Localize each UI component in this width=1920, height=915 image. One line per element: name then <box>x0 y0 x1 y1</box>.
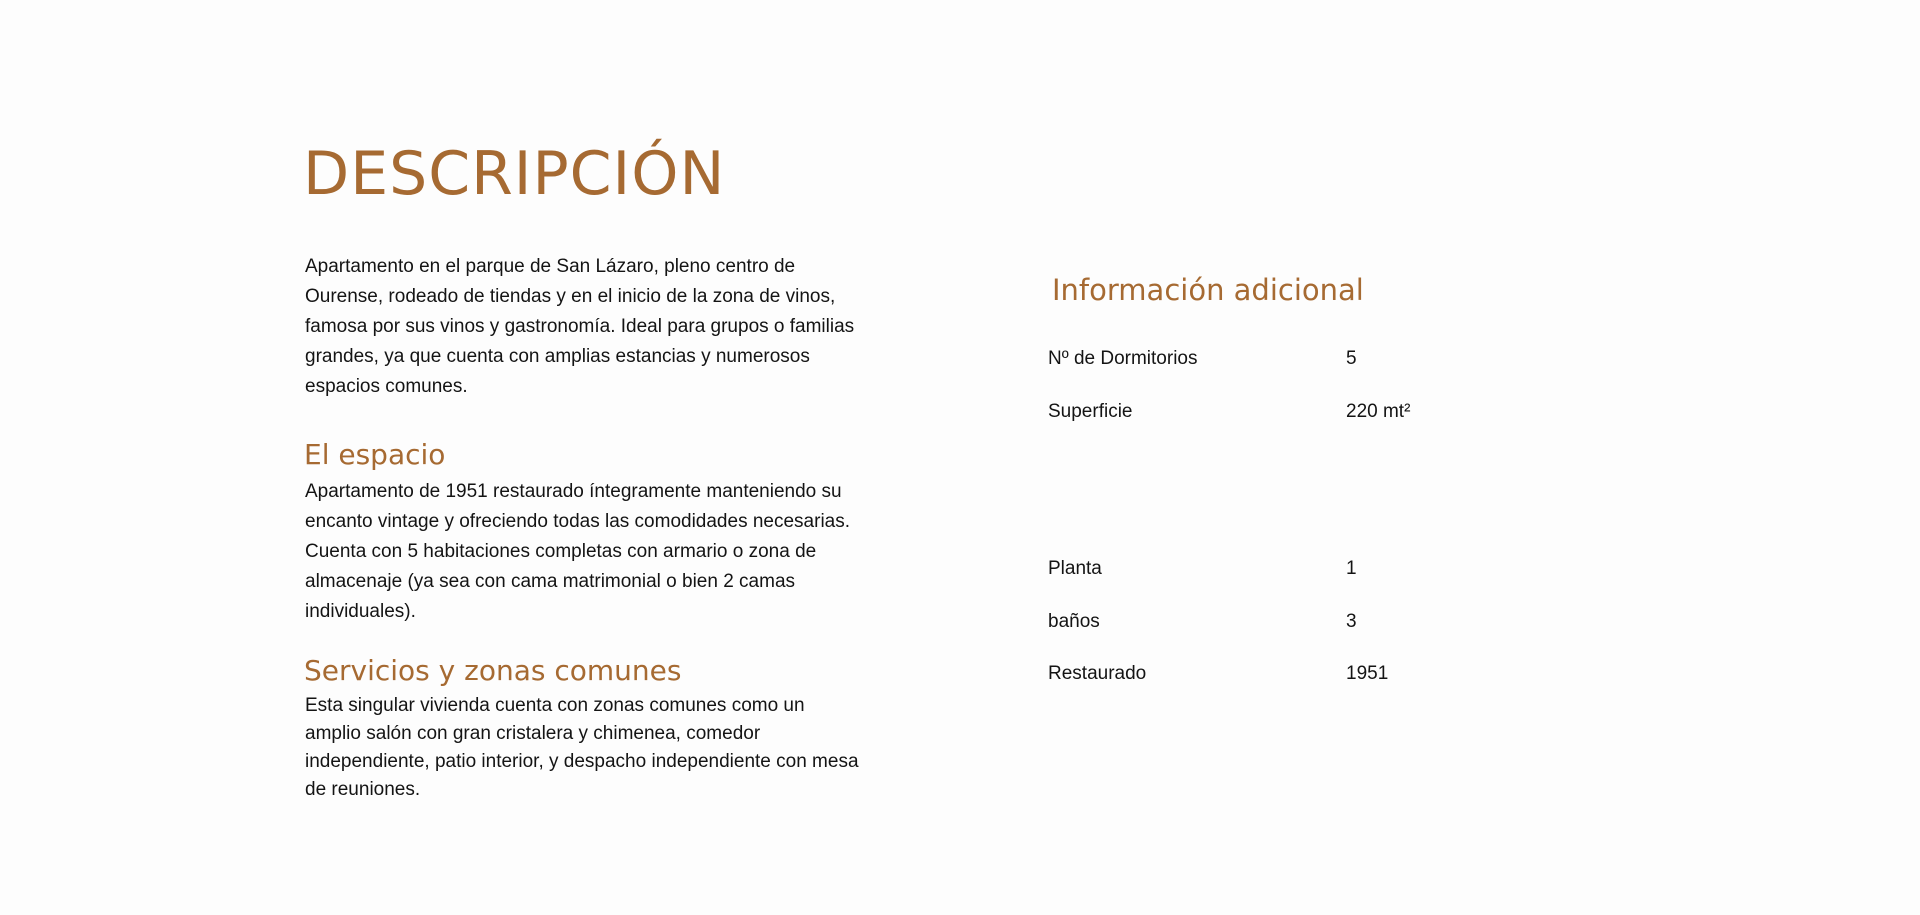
space-section-title: El espacio <box>304 438 446 471</box>
info-label: Planta <box>1048 558 1102 579</box>
info-row-restored <box>1048 659 1448 689</box>
additional-info-title: Información adicional <box>1052 273 1364 307</box>
info-label: Nº de Dormitorios <box>1048 348 1198 369</box>
space-section-text: Apartamento de 1951 restaurado íntegramente manteniendo su encanto vintage y ofreciendo todas las comodidades necesarias. Cuenta con 5 habitaciones completas con armario o zona de almacenaje (ya sea con cama matrimonial o bien 2 camas individuales). <box>305 481 851 622</box>
info-value: 3 <box>1346 611 1357 632</box>
info-row-surface <box>1048 397 1448 427</box>
description-title: DESCRIPCIÓN <box>303 139 726 209</box>
info-row-bedrooms <box>1048 344 1448 374</box>
info-value: 5 <box>1346 348 1357 369</box>
info-label: Superficie <box>1048 401 1133 422</box>
services-section-text: Esta singular vivienda cuenta con zonas comunes como un amplio salón con gran cristalera y chimenea, comedor independiente, patio interior, y despacho independiente con mesa de reuniones. <box>305 695 859 800</box>
info-value: 220 mt² <box>1346 401 1411 422</box>
info-label: Restaurado <box>1048 663 1147 684</box>
services-section-title: Servicios y zonas comunes <box>304 654 682 687</box>
info-row-floor <box>1048 554 1448 584</box>
info-value: 1951 <box>1346 663 1389 684</box>
info-row-bathrooms <box>1048 607 1448 637</box>
info-label: baños <box>1048 611 1100 632</box>
info-value: 1 <box>1346 558 1357 579</box>
description-intro-text: Apartamento en el parque de San Lázaro, pleno centro de Ourense, rodeado de tiendas y en el inicio de la zona de vinos, famosa por sus vinos y gastronomía. Ideal para grupos o familias grandes, ya que cuenta con amplias estancias y numerosos espacios comunes. <box>305 256 855 397</box>
